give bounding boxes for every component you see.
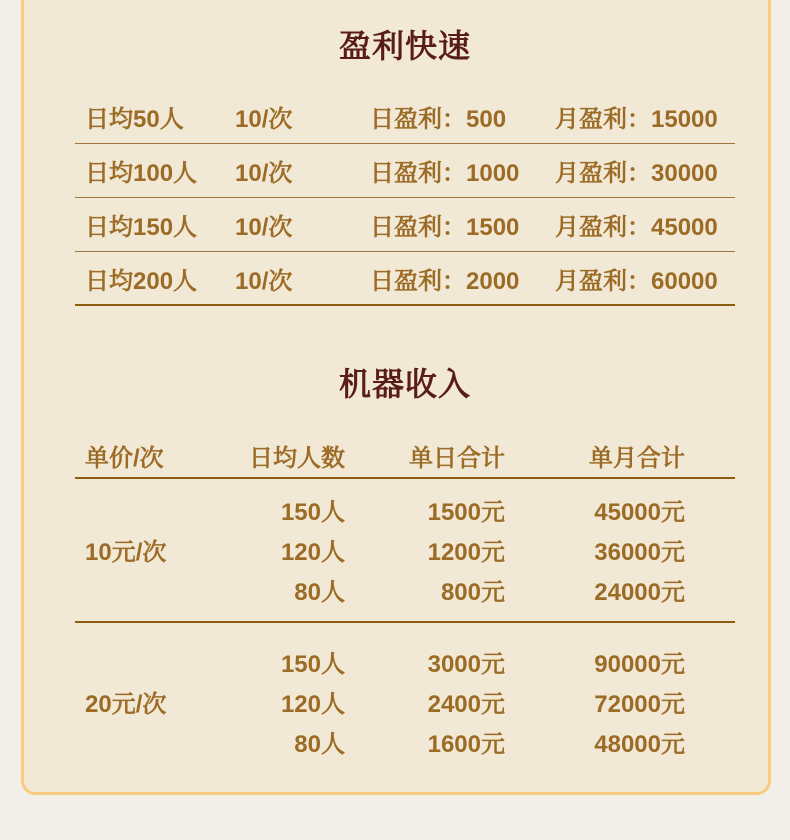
- unit-price-label: 10元/次: [85, 538, 167, 566]
- income-row: [245, 641, 735, 681]
- people-cell: 80人: [294, 730, 345, 758]
- daily-total-cell: 800元: [440, 578, 505, 606]
- col-header-daily-total: 单日合计: [409, 444, 505, 472]
- monthly-total-cell: 48000元: [594, 730, 685, 758]
- avg-people-cell: 日均100人: [85, 160, 198, 187]
- income-section-title: 机器收入: [338, 366, 471, 402]
- profit-table-row: [75, 252, 735, 306]
- profit-section-title: 盈利快速: [338, 28, 471, 64]
- people-cell: 80人: [294, 578, 345, 606]
- avg-people-cell: 日均50人: [85, 106, 184, 133]
- income-table: [75, 433, 735, 761]
- daily-profit-cell: 日盈利：500: [370, 106, 507, 133]
- income-row: [245, 489, 735, 529]
- monthly-total-cell: 24000元: [594, 578, 685, 606]
- monthly-profit-cell: 月盈利：60000: [555, 267, 718, 295]
- people-cell: 150人: [280, 650, 345, 678]
- people-cell: 150人: [280, 498, 345, 526]
- profit-table: [75, 90, 735, 306]
- monthly-total-cell: 90000元: [594, 650, 685, 678]
- monthly-total-cell: 36000元: [594, 538, 685, 566]
- price-group-10: [75, 479, 735, 623]
- profit-table-row: [75, 90, 735, 144]
- daily-total-cell: 1600元: [427, 730, 505, 758]
- price-per-use-cell: 10/次: [235, 214, 293, 241]
- col-header-monthly-total: 单月合计: [589, 444, 685, 472]
- income-row: [245, 569, 735, 609]
- unit-price-label: 20元/次: [85, 690, 167, 718]
- people-cell: 120人: [280, 690, 345, 718]
- people-cell: 120人: [280, 538, 345, 566]
- group-rows: [245, 641, 735, 761]
- income-row: [245, 721, 735, 761]
- monthly-profit-cell: 月盈利：45000: [555, 214, 718, 241]
- daily-total-cell: 3000元: [427, 650, 505, 678]
- bordered-panel: [21, 0, 771, 795]
- monthly-profit-cell: 月盈利：15000: [555, 106, 718, 133]
- col-header-unit-price: 单价/次: [85, 444, 164, 472]
- price-group-20: [75, 623, 735, 761]
- daily-profit-cell: 日盈利：1000: [370, 160, 520, 187]
- daily-total-cell: 2400元: [427, 690, 505, 718]
- daily-profit-cell: 日盈利：1500: [370, 214, 520, 241]
- daily-total-cell: 1500元: [427, 498, 505, 526]
- avg-people-cell: 日均200人: [85, 267, 198, 295]
- income-table-header: [75, 433, 735, 479]
- price-per-use-cell: 10/次: [235, 106, 293, 133]
- col-header-avg-people: 日均人数: [249, 444, 345, 472]
- monthly-profit-cell: 月盈利：30000: [555, 160, 718, 187]
- group-rows: [245, 489, 735, 609]
- income-row: [245, 681, 735, 721]
- income-row: [245, 529, 735, 569]
- avg-people-cell: 日均150人: [85, 214, 198, 241]
- monthly-total-cell: 45000元: [594, 498, 685, 526]
- profit-table-row: [75, 198, 735, 252]
- monthly-total-cell: 72000元: [594, 690, 685, 718]
- price-per-use-cell: 10/次: [235, 160, 293, 187]
- profit-table-row: [75, 144, 735, 198]
- daily-profit-cell: 日盈利：2000: [370, 267, 520, 295]
- price-per-use-cell: 10/次: [235, 267, 293, 295]
- daily-total-cell: 1200元: [427, 538, 505, 566]
- panel-content: [75, 26, 735, 761]
